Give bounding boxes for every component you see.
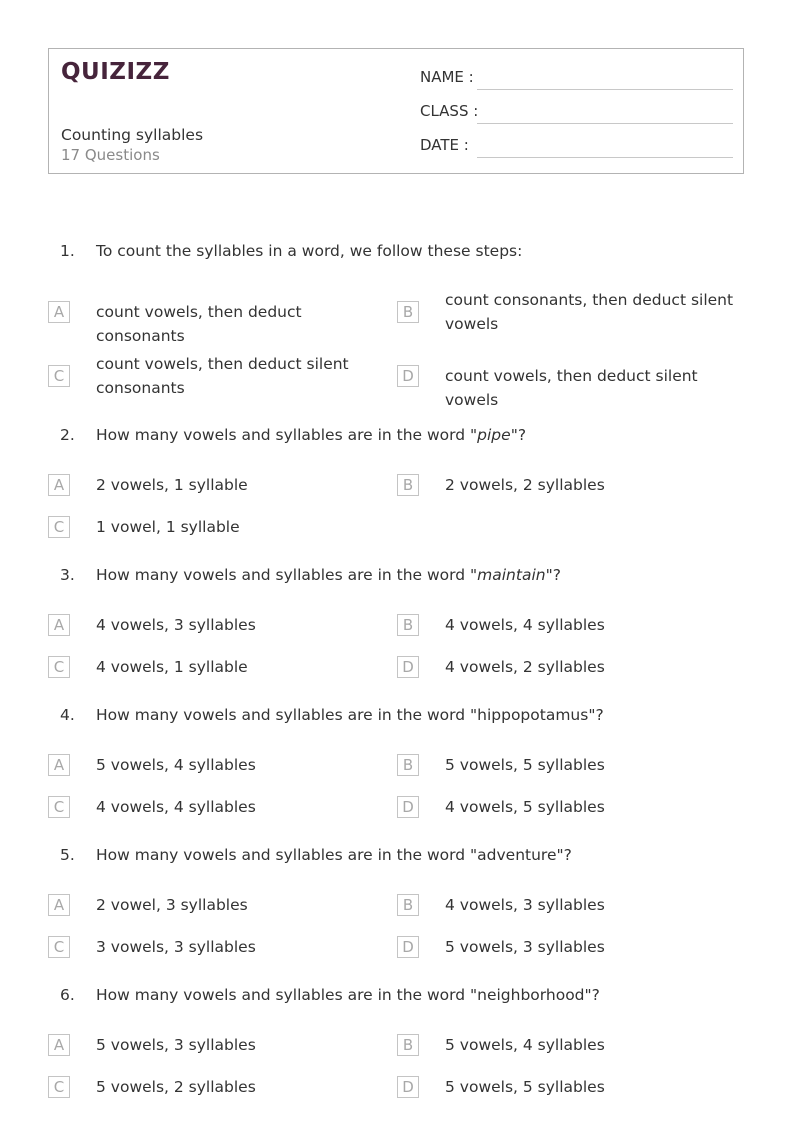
option-a-text: 2 vowel, 3 syllables (96, 896, 248, 914)
question-text: How many vowels and syllables are in the word "neighborhood"? (96, 986, 600, 1004)
name-label: NAME : (420, 68, 474, 86)
quizizz-logo: QUIZIZZ (61, 59, 170, 85)
option-c-box[interactable]: C (48, 516, 70, 538)
option-b-text: 4 vowels, 4 syllables (445, 616, 605, 634)
date-label: DATE : (420, 136, 469, 154)
option-a-box[interactable]: A (48, 614, 70, 636)
question-2 (0, 426, 794, 448)
option-d-text: 5 vowels, 3 syllables (445, 938, 605, 956)
option-d-box[interactable]: D (397, 936, 419, 958)
option-c-box[interactable]: C (48, 1076, 70, 1098)
question-count: 17 Questions (61, 146, 160, 164)
option-b-text: 5 vowels, 4 syllables (445, 1036, 605, 1054)
option-b-text: 2 vowels, 2 syllables (445, 476, 605, 494)
option-a-box[interactable]: A (48, 754, 70, 776)
option-a-box[interactable]: A (48, 474, 70, 496)
option-a-text: 4 vowels, 3 syllables (96, 616, 256, 634)
option-c-box[interactable]: C (48, 365, 70, 387)
date-line (477, 157, 733, 158)
option-b-box[interactable]: B (397, 894, 419, 916)
class-line (477, 123, 733, 124)
option-c-text: 4 vowels, 4 syllables (96, 798, 256, 816)
option-c-text: 1 vowel, 1 syllable (96, 518, 240, 536)
name-line (477, 89, 733, 90)
question-4 (0, 706, 794, 728)
option-d-text: 4 vowels, 5 syllables (445, 798, 605, 816)
question-text: How many vowels and syllables are in the word "adventure"? (96, 846, 572, 864)
question-emphasis-word: maintain (477, 566, 546, 584)
question-1 (0, 242, 794, 264)
option-d-box[interactable]: D (397, 656, 419, 678)
question-number: 4. (60, 706, 75, 724)
question-number: 6. (60, 986, 75, 1004)
question-text (96, 566, 561, 584)
worksheet-title: Counting syllables (61, 126, 204, 144)
option-c-box[interactable]: C (48, 796, 70, 818)
option-c-text: 3 vowels, 3 syllables (96, 938, 256, 956)
option-b-box[interactable]: B (397, 1034, 419, 1056)
option-b-text: 4 vowels, 3 syllables (445, 896, 605, 914)
option-c-box[interactable]: C (48, 656, 70, 678)
question-text: How many vowels and syllables are in the word "hippopotamus"? (96, 706, 604, 724)
option-b-box[interactable]: B (397, 754, 419, 776)
option-a-text: 5 vowels, 4 syllables (96, 756, 256, 774)
option-a-box[interactable]: A (48, 1034, 70, 1056)
question-text: To count the syllables in a word, we follow these steps: (96, 242, 523, 260)
option-d-box[interactable]: D (397, 796, 419, 818)
option-b-text: 5 vowels, 5 syllables (445, 756, 605, 774)
option-c-text: 5 vowels, 2 syllables (96, 1078, 256, 1096)
option-a-box[interactable]: A (48, 301, 70, 323)
question-3 (0, 566, 794, 588)
option-b-box[interactable]: B (397, 301, 419, 323)
worksheet-header (48, 48, 744, 174)
question-text-part: How many vowels and syllables are in the word " (96, 566, 478, 584)
question-number: 1. (60, 242, 75, 260)
question-5 (0, 846, 794, 868)
question-text-part: How many vowels and syllables are in the word " (96, 426, 478, 444)
question-text-part: "? (510, 426, 527, 444)
question-text (96, 426, 526, 444)
option-a-text: 5 vowels, 3 syllables (96, 1036, 256, 1054)
question-number: 3. (60, 566, 75, 584)
option-c-text: 4 vowels, 1 syllable (96, 658, 248, 676)
option-d-box[interactable]: D (397, 365, 419, 387)
option-b-box[interactable]: B (397, 614, 419, 636)
question-number: 5. (60, 846, 75, 864)
option-b-box[interactable]: B (397, 474, 419, 496)
question-text-part: "? (545, 566, 561, 584)
option-c-text: count vowels, then deduct silent consonants (96, 355, 349, 397)
question-number: 2. (60, 426, 75, 444)
option-a-box[interactable]: A (48, 894, 70, 916)
option-b-text: count consonants, then deduct silent vowels (445, 291, 734, 333)
option-c-box[interactable]: C (48, 936, 70, 958)
option-d-text: count vowels, then deduct silent vowels (445, 367, 698, 409)
option-a-text: 2 vowels, 1 syllable (96, 476, 248, 494)
class-label: CLASS : (420, 102, 479, 120)
option-d-text: 5 vowels, 5 syllables (445, 1078, 605, 1096)
option-a-text: count vowels, then deduct consonants (96, 303, 302, 345)
option-d-text: 4 vowels, 2 syllables (445, 658, 605, 676)
question-emphasis-word: pipe (477, 426, 511, 444)
question-6 (0, 986, 794, 1008)
option-d-box[interactable]: D (397, 1076, 419, 1098)
